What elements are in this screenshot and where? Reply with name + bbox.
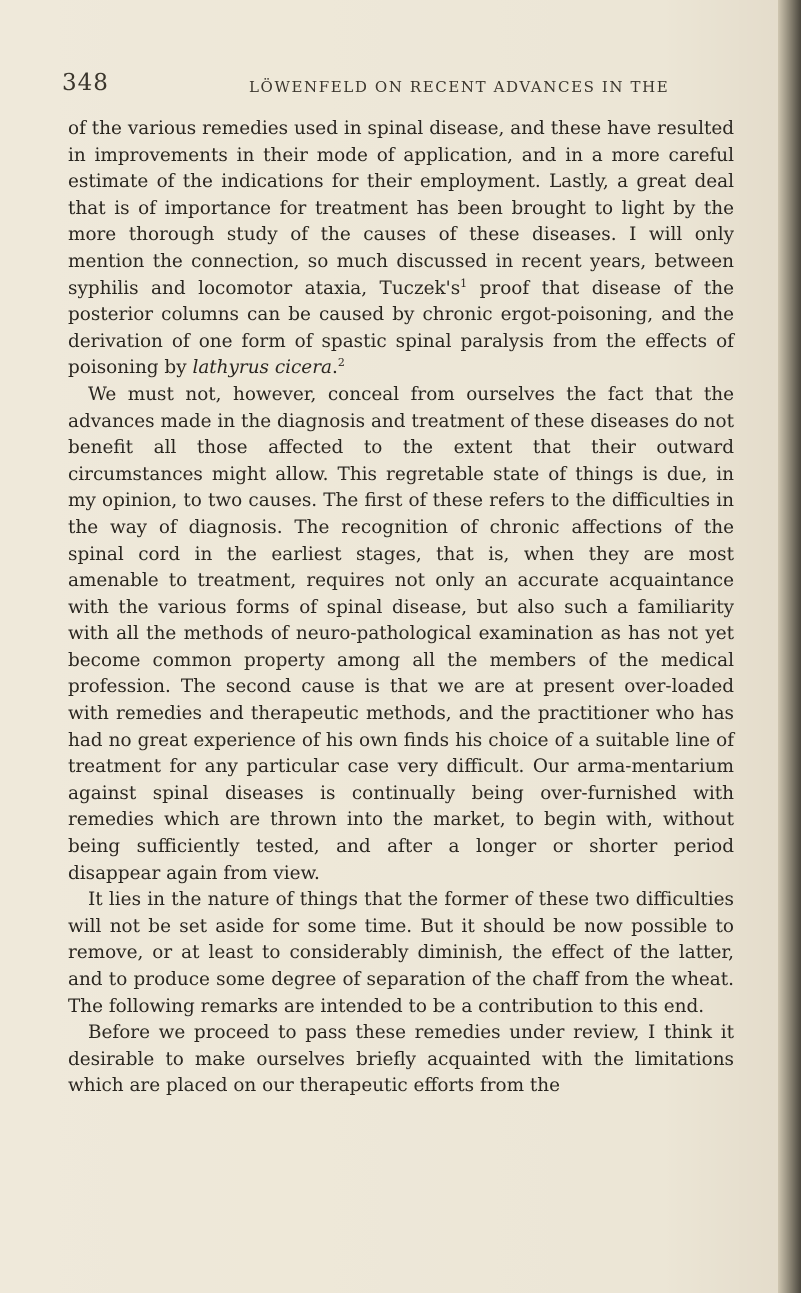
paragraph-3: It lies in the nature of things that the former of these two difficulties will not be set aside for some time. But it should be now possible to remove, or at least to considerably diminish, the effect of the latter, and to produce some degree of separation of the chaff from the wheat. The following remarks are intended to be a contribution to this end. (68, 889, 734, 1017)
paragraph-1-italic-term: lathyrus cicera (192, 357, 332, 379)
body-text (68, 116, 734, 1100)
footnote-ref-2: 2 (337, 356, 345, 370)
paragraph-1-part-c: . (331, 357, 338, 379)
running-head: LÖWENFELD ON RECENT ADVANCES IN THE (249, 78, 670, 96)
paragraph-1-part-b: proof that disease of the posterior columns can be caused by chronic ergot-poisoning, and the derivation of one form of spastic spinal paralysis from the effects of poisoning by (68, 277, 734, 379)
paragraph-1 (68, 116, 734, 382)
paragraph-1-part-a: of the various remedies used in spinal disease, and these have resulted in improvements in their mode of application, and in a more careful estimate of the indications for their employment. Lastly, a great deal that is of importance for treatment has been brought to light by the more thorough study of the causes of these diseases. I will only mention the connection, so much discussed in recent years, between syphilis and locomotor ataxia, Tuczek's (68, 118, 734, 299)
page-header (62, 70, 742, 110)
paragraph-4: Before we proceed to pass these remedies under review, I think it desirable to make ourselves briefly acquainted with the limitations which are placed on our therapeutic efforts from the (68, 1022, 734, 1097)
paragraph-2: We must not, however, conceal from ourselves the fact that the advances made in the diagnosis and treatment of these diseases do not benefit all those affected to the extent that their outward circumstances might allow. This regretable state of things is due, in my opinion, to two causes. The first of these refers to the difficulties in the way of diagnosis. The recognition of chronic affections of the spinal cord in the earliest stages, that is, when they are most amenable to treatment, requires not only an accurate acquaintance with the various forms of spinal disease, but also such a familiarity with all the methods of neuro-pathological examination as has not yet become common property among all the members of the medical profession. The second cause is that we are at present over-loaded with remedies and therapeutic methods, and the practitioner who has had no great experience of his own finds his choice of a suitable line of treatment for any particular case very difficult. Our arma-mentarium against spinal diseases is continually being over-furnished with remedies which are thrown into the market, to begin with, without being sufficiently tested, and after a longer or shorter period disappear again from view. (68, 383, 734, 884)
page-binding-edge (778, 0, 801, 1293)
footnote-ref-1: 1 (460, 276, 468, 290)
page-number: 348 (62, 70, 109, 96)
